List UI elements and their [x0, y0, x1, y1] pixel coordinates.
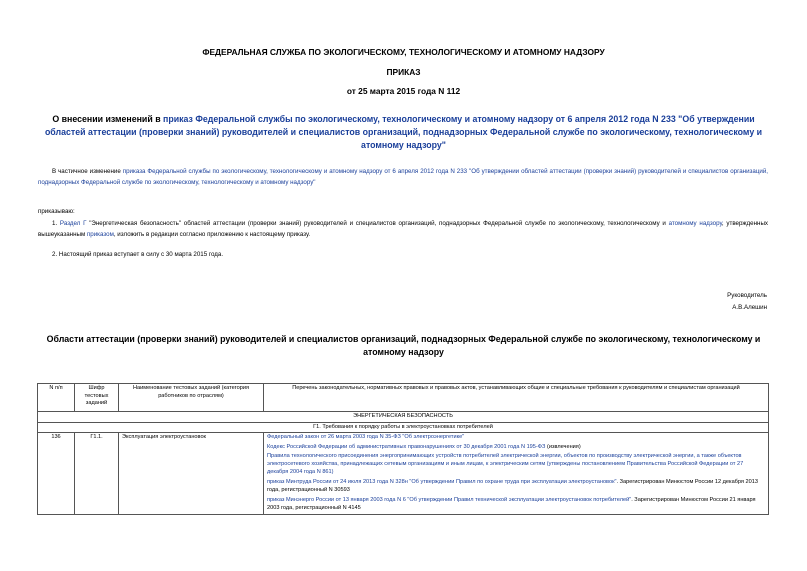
item-2-paragraph: 2. Настоящий приказ вступает в силу с 30 марта 2015 года. — [52, 251, 224, 258]
act-4-tail: . Зарегистрирован Минюстом России 12 декабря 2013 года, регистрационный N 30593 — [267, 479, 758, 493]
atomic-supervision-link[interactable]: атомному надзору — [668, 220, 722, 227]
order-heading: ПРИКАЗ — [386, 67, 421, 77]
order-reference-link[interactable]: приказом — [86, 230, 114, 238]
item-1-text-a: "Энергетическая безопасность" областей аттестации (проверки знаний) руководителей и специалистов организаций, поднадзорных Федеральной службе по экологическому, технологическому и — [86, 220, 669, 227]
row-code: Г1.1. — [75, 433, 119, 514]
act-2-tail: (извлечения) — [545, 443, 581, 450]
table-row — [38, 433, 769, 514]
item-1-text-c: , изложить в редакции согласно приложению к настоящему приказу. — [113, 230, 311, 238]
signatory-position: Руководитель — [727, 292, 767, 299]
section-cell: ЭНЕРГЕТИЧЕСКАЯ БЕЗОПАСНОСТЬ — [38, 412, 769, 423]
order-date: от 25 марта 2015 года N 112 — [346, 86, 461, 96]
act-link-1[interactable]: Федеральный закон от 26 марта 2003 года N 35-ФЗ "Об электроэнергетике" — [267, 434, 465, 441]
section-g-link[interactable]: Раздел Г — [59, 220, 87, 227]
row-acts — [264, 433, 769, 514]
act-link-2[interactable]: Кодекс Российской Федерации об административных правонарушениях от 30 декабря 2001 года N 195-ФЗ — [267, 443, 546, 450]
appendix-title: Области аттестации (проверки знаний) руководителей и специалистов организаций, поднадзорных Федеральной службе по экологическому, технологическому и атомному надзору — [46, 334, 761, 357]
item-1-number: 1. — [52, 220, 60, 227]
act-link-3[interactable]: Правила технологического присоединения энергопринимающих устройств потребителей электрической энергии, объектов по производству электрической энергии, а также объектов электросетевого хозяйства, принадлежащих сетевым организациям и иным лицам, к электрическим сетям (утверждены постановлением Правительства Российской Федерации от 27 декабря 2004 года N 861) — [267, 453, 744, 475]
subsection-row — [38, 422, 769, 433]
directive-word: приказываю: — [38, 208, 75, 215]
header-num: N п/п — [38, 384, 75, 412]
preamble-prefix: В частичное изменение — [52, 168, 123, 175]
item-1-text-b: , утвержденных вышеуказанным — [38, 220, 768, 238]
section-row — [38, 412, 769, 423]
attestation-table — [37, 383, 769, 515]
preamble-order-link[interactable]: приказа Федеральной службы по экологическому, технологическому и атомному надзору от 6 апреля 2012 года N 233 "Об утверждении областей аттестации (проверки знаний) руководителей и специалистов организаций, поднадзорных Федеральной службе по экологическому, технологическому и атомному надзору" — [38, 168, 768, 186]
header-name: Наименование тестовых заданий (категория работников по отраслям) — [119, 384, 264, 412]
row-name: Эксплуатация электроустановок — [119, 433, 264, 514]
item-1-paragraph — [38, 219, 768, 240]
signatory-name: А.В.Алешин — [732, 304, 767, 311]
table-header-row — [38, 384, 769, 412]
subsection-cell: Г1. Требования к порядку работы в электроустановках потребителей — [38, 422, 769, 433]
header-code: Шифр тестовых заданий — [75, 384, 119, 412]
order-title — [34, 113, 773, 152]
row-num: 136 — [38, 433, 75, 514]
act-5-tail: . Зарегистрирован Минюстом России 21 января 2003 года, регистрационный N 4145 — [267, 497, 756, 511]
agency-heading: ФЕДЕРАЛЬНАЯ СЛУЖБА ПО ЭКОЛОГИЧЕСКОМУ, ТЕХНОЛОГИЧЕСКОМУ И АТОМНОМУ НАДЗОРУ — [202, 47, 605, 57]
order-title-link[interactable]: приказ Федеральной службы по экологическому, технологическому и атомному надзору от 6 апреля 2012 года N 233 "Об утверждении областей аттестации (проверки знаний) руководителей и специалистов организаций, поднадзорных Федеральной службе по экологическому, технологическому и атомному надзору" — [44, 114, 763, 150]
act-link-5[interactable]: приказ Минэнерго России от 13 января 2003 года N 6 "Об утверждении Правил технической эксплуатации электроустановок потребителей" — [267, 497, 632, 504]
preamble-paragraph — [38, 167, 768, 188]
act-link-4[interactable]: приказ Минтруда России от 24 июля 2013 года N 328н "Об утверждении Правил по охране труда при эксплуатации электроустановок" — [267, 479, 617, 486]
order-title-prefix: О внесении изменений в — [52, 114, 164, 124]
header-acts: Перечень законодательных, нормативных правовых и правовых актов, устанавливающих общие и специальные требования к руководителям и специалистам организаций — [264, 384, 769, 412]
